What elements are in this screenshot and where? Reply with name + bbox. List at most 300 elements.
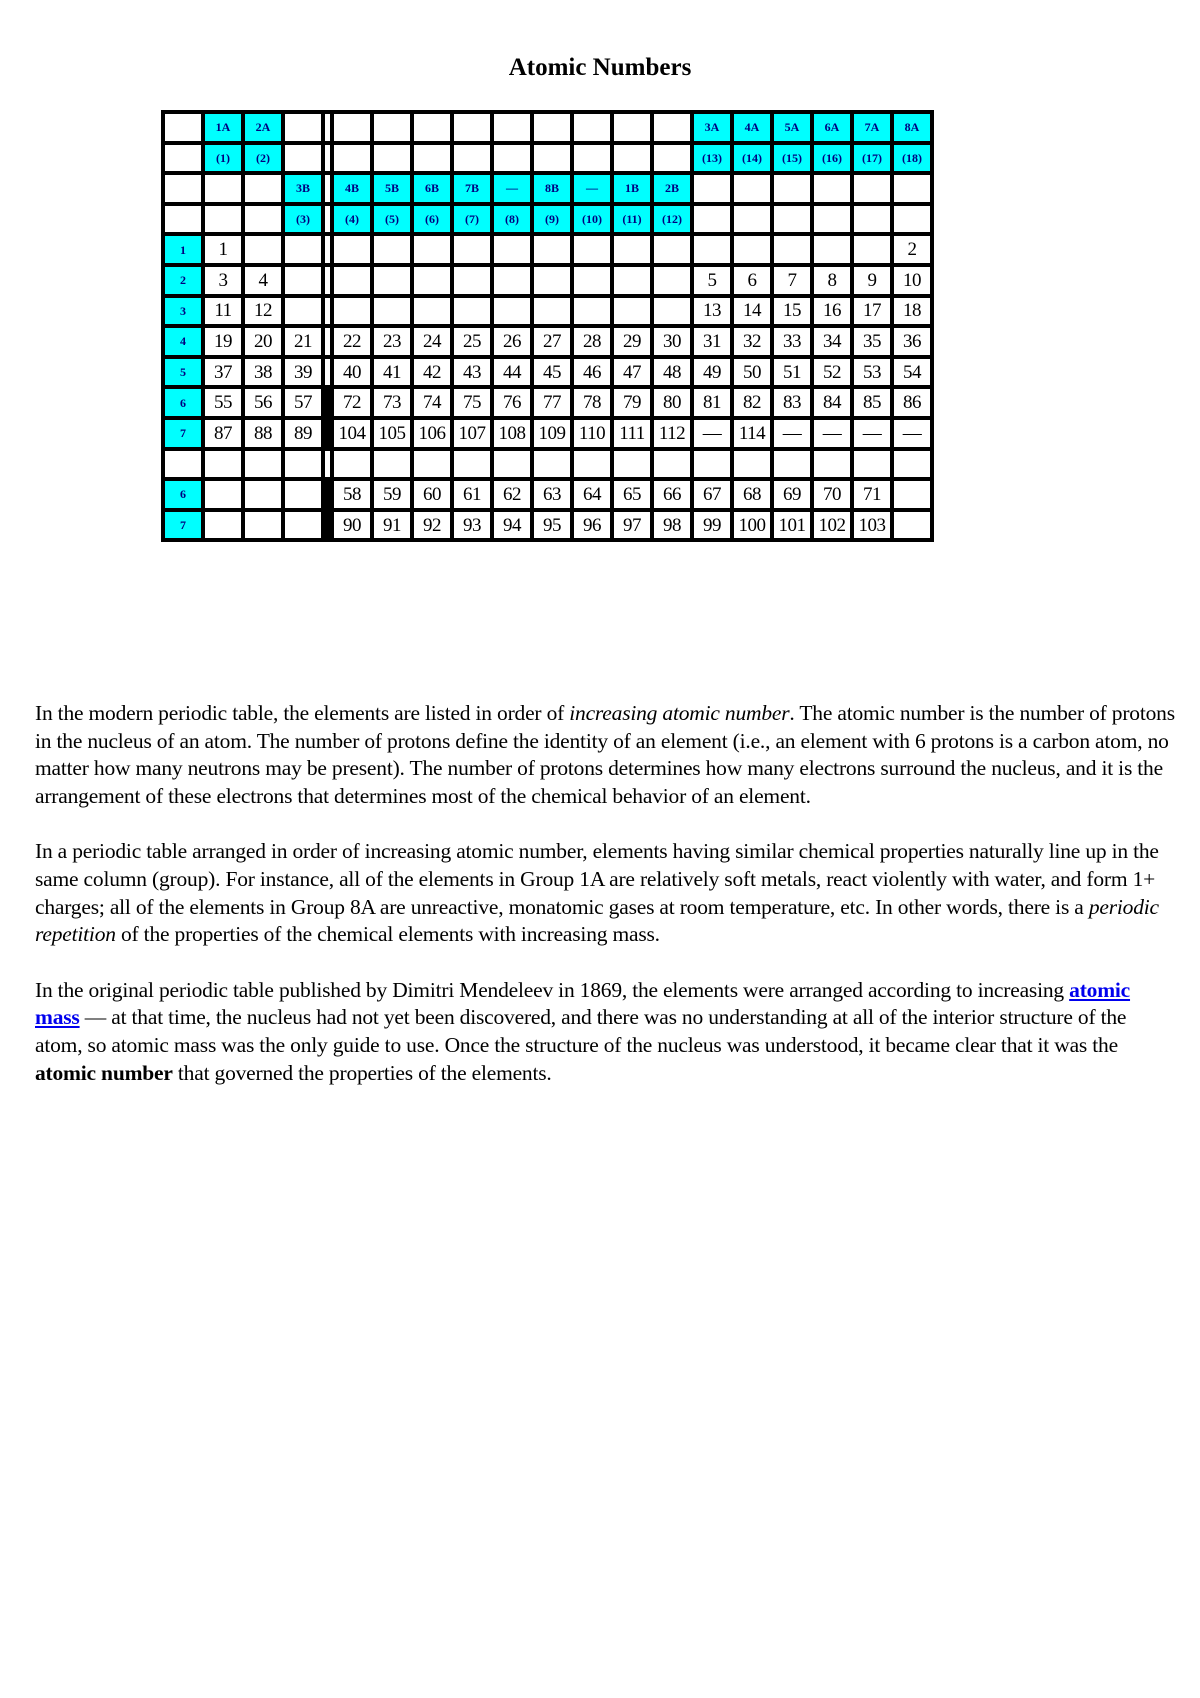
element-cell — [334, 267, 370, 294]
group-a-number-1: (2) — [245, 145, 281, 172]
element-cell — [454, 298, 490, 325]
element-cell: 3 — [205, 267, 241, 294]
element-cell: 31 — [694, 328, 730, 355]
empty-cell — [654, 145, 690, 172]
empty-cell — [734, 206, 770, 233]
element-cell: 42 — [414, 359, 450, 386]
group-b-number-9: (12) — [654, 206, 690, 233]
table-row — [165, 328, 930, 355]
element-cell: 63 — [534, 481, 570, 508]
element-cell: 18 — [894, 298, 930, 325]
empty-cell — [334, 145, 370, 172]
period-label: 1 — [165, 236, 201, 263]
element-cell: 89 — [285, 420, 321, 447]
paragraph-2 — [35, 838, 1175, 948]
group-b-number-2: (5) — [374, 206, 410, 233]
group-a-number-2: (13) — [694, 145, 730, 172]
empty-cell — [894, 206, 930, 233]
element-cell — [334, 236, 370, 263]
empty-cell — [814, 175, 850, 202]
element-cell: 10 — [894, 267, 930, 294]
empty-cell — [414, 145, 450, 172]
element-cell: 36 — [894, 328, 930, 355]
element-cell: 103 — [854, 512, 890, 539]
group-a-number-0: (1) — [205, 145, 241, 172]
empty-cell — [454, 114, 490, 141]
element-cell: 93 — [454, 512, 490, 539]
empty-cell — [414, 114, 450, 141]
element-cell: 7 — [774, 267, 810, 294]
element-cell: 4 — [245, 267, 281, 294]
group-a-name-0: 1A — [205, 114, 241, 141]
element-cell: 26 — [494, 328, 530, 355]
element-cell: 45 — [534, 359, 570, 386]
element-cell: 104 — [334, 420, 370, 447]
empty-cell — [494, 451, 530, 478]
element-cell: 11 — [205, 298, 241, 325]
element-cell — [694, 236, 730, 263]
element-cell: 40 — [334, 359, 370, 386]
period-label: 2 — [165, 267, 201, 294]
element-cell: 69 — [774, 481, 810, 508]
element-cell: 81 — [694, 389, 730, 416]
element-cell — [814, 236, 850, 263]
empty-cell — [245, 206, 281, 233]
empty-cell — [894, 451, 930, 478]
element-cell: 35 — [854, 328, 890, 355]
empty-cell — [654, 114, 690, 141]
element-cell — [494, 236, 530, 263]
empty-cell — [205, 175, 241, 202]
element-cell: 67 — [694, 481, 730, 508]
table-row — [165, 206, 930, 233]
element-cell — [614, 267, 650, 294]
element-cell: 68 — [734, 481, 770, 508]
empty-cell — [534, 114, 570, 141]
element-cell: 98 — [654, 512, 690, 539]
column-gap — [325, 481, 330, 508]
element-cell: 39 — [285, 359, 321, 386]
element-cell: 38 — [245, 359, 281, 386]
p1-text-1: In the modern periodic table, the elements are listed in order of — [35, 701, 570, 725]
empty-cell — [245, 175, 281, 202]
empty-cell — [165, 451, 201, 478]
element-cell — [654, 267, 690, 294]
element-cell: 109 — [534, 420, 570, 447]
column-gap — [325, 267, 330, 294]
element-cell: 5 — [694, 267, 730, 294]
group-b-number-1: (4) — [334, 206, 370, 233]
element-cell: 44 — [494, 359, 530, 386]
element-cell: 72 — [334, 389, 370, 416]
element-cell: 86 — [894, 389, 930, 416]
element-cell: 97 — [614, 512, 650, 539]
element-cell — [374, 267, 410, 294]
empty-cell — [285, 114, 321, 141]
p1-emphasis: increasing atomic number — [569, 701, 790, 725]
empty-cell — [694, 451, 730, 478]
element-cell: 30 — [654, 328, 690, 355]
paragraph-1 — [35, 700, 1175, 810]
element-cell: 22 — [334, 328, 370, 355]
column-gap — [325, 114, 330, 141]
empty-cell — [205, 206, 241, 233]
group-b-name-2: 5B — [374, 175, 410, 202]
element-cell: 85 — [854, 389, 890, 416]
element-cell: 34 — [814, 328, 850, 355]
table-row — [165, 389, 930, 416]
element-cell: 100 — [734, 512, 770, 539]
group-b-name-3: 6B — [414, 175, 450, 202]
element-cell: 50 — [734, 359, 770, 386]
empty-cell — [454, 145, 490, 172]
element-cell: 101 — [774, 512, 810, 539]
element-cell — [574, 267, 610, 294]
element-cell: 9 — [854, 267, 890, 294]
group-a-number-7: (18) — [894, 145, 930, 172]
element-cell: 21 — [285, 328, 321, 355]
empty-cell — [245, 512, 281, 539]
empty-cell — [574, 114, 610, 141]
element-cell: — — [814, 420, 850, 447]
element-cell: 33 — [774, 328, 810, 355]
group-b-name-1: 4B — [334, 175, 370, 202]
element-cell: 52 — [814, 359, 850, 386]
element-cell: — — [694, 420, 730, 447]
element-cell: 59 — [374, 481, 410, 508]
empty-cell — [534, 145, 570, 172]
table-row — [165, 359, 930, 386]
element-cell: 14 — [734, 298, 770, 325]
element-cell: 105 — [374, 420, 410, 447]
empty-cell — [854, 206, 890, 233]
element-cell — [574, 236, 610, 263]
element-cell: 94 — [494, 512, 530, 539]
empty-cell — [654, 451, 690, 478]
table-row — [165, 175, 930, 202]
element-cell: 74 — [414, 389, 450, 416]
empty-cell — [334, 451, 370, 478]
element-cell: 15 — [774, 298, 810, 325]
element-cell: 76 — [494, 389, 530, 416]
empty-cell — [894, 512, 930, 539]
period-label: 4 — [165, 328, 201, 355]
element-cell: 75 — [454, 389, 490, 416]
element-cell: 48 — [654, 359, 690, 386]
group-b-name-6: 8B — [534, 175, 570, 202]
group-a-name-6: 7A — [854, 114, 890, 141]
element-cell: 24 — [414, 328, 450, 355]
group-a-name-5: 6A — [814, 114, 850, 141]
element-cell — [734, 236, 770, 263]
element-cell — [654, 298, 690, 325]
element-cell: 1 — [205, 236, 241, 263]
empty-cell — [614, 451, 650, 478]
element-cell: — — [854, 420, 890, 447]
period-label: 3 — [165, 298, 201, 325]
element-cell: 65 — [614, 481, 650, 508]
empty-cell — [614, 114, 650, 141]
table-row — [165, 236, 930, 263]
empty-cell — [614, 145, 650, 172]
empty-cell — [774, 175, 810, 202]
empty-cell — [694, 206, 730, 233]
empty-cell — [205, 512, 241, 539]
element-cell: 107 — [454, 420, 490, 447]
table-row — [165, 451, 930, 478]
corner-cell — [165, 145, 201, 172]
column-gap — [325, 145, 330, 172]
p3-text-1: In the original periodic table published by Dimitri Mendeleev in 1869, the elements were arranged according to increasing — [35, 977, 1070, 1002]
element-cell: 2 — [894, 236, 930, 263]
element-cell — [374, 298, 410, 325]
group-a-name-2: 3A — [694, 114, 730, 141]
element-cell: 37 — [205, 359, 241, 386]
group-a-name-7: 8A — [894, 114, 930, 141]
group-a-name-4: 5A — [774, 114, 810, 141]
element-cell — [454, 236, 490, 263]
element-cell: 71 — [854, 481, 890, 508]
element-cell — [614, 298, 650, 325]
element-cell: 27 — [534, 328, 570, 355]
empty-cell — [734, 451, 770, 478]
element-cell — [534, 267, 570, 294]
element-cell: 111 — [614, 420, 650, 447]
empty-cell — [374, 451, 410, 478]
column-gap — [325, 359, 330, 386]
element-cell: 55 — [205, 389, 241, 416]
element-cell: 58 — [334, 481, 370, 508]
element-cell — [285, 267, 321, 294]
element-cell: 41 — [374, 359, 410, 386]
empty-cell — [205, 451, 241, 478]
element-cell: 8 — [814, 267, 850, 294]
empty-cell — [285, 451, 321, 478]
element-cell: 43 — [454, 359, 490, 386]
table-row — [165, 512, 930, 539]
group-a-number-6: (17) — [854, 145, 890, 172]
element-cell: 25 — [454, 328, 490, 355]
element-cell: 80 — [654, 389, 690, 416]
table-row — [165, 114, 930, 141]
table-row — [165, 298, 930, 325]
corner-cell — [165, 206, 201, 233]
element-cell: 46 — [574, 359, 610, 386]
element-cell: 88 — [245, 420, 281, 447]
element-cell: 96 — [574, 512, 610, 539]
group-a-name-1: 2A — [245, 114, 281, 141]
element-cell: 47 — [614, 359, 650, 386]
p2-text-1: In a periodic table arranged in order of increasing atomic number, elements having similar chemical properties naturally line up in the same column (group). For instance, all of the elements in Group 1A are relatively soft metals, react violently with water, and form 1+ charges; all of the elements in Group 8A are unreactive, monatomic gases at room temperature, etc. In other words, there is a — [35, 839, 1159, 919]
empty-cell — [894, 175, 930, 202]
empty-cell — [854, 175, 890, 202]
element-cell — [654, 236, 690, 263]
group-b-number-8: (11) — [614, 206, 650, 233]
period-label: 7 — [165, 512, 201, 539]
element-cell: 66 — [654, 481, 690, 508]
group-b-number-7: (10) — [574, 206, 610, 233]
element-cell: 6 — [734, 267, 770, 294]
corner-cell — [165, 175, 201, 202]
element-cell: 79 — [614, 389, 650, 416]
element-cell: 56 — [245, 389, 281, 416]
element-cell: 29 — [614, 328, 650, 355]
element-cell: 92 — [414, 512, 450, 539]
empty-cell — [334, 114, 370, 141]
element-cell — [534, 236, 570, 263]
empty-cell — [245, 481, 281, 508]
element-cell: 60 — [414, 481, 450, 508]
empty-cell — [494, 145, 530, 172]
element-cell — [285, 236, 321, 263]
element-cell: 90 — [334, 512, 370, 539]
element-cell — [534, 298, 570, 325]
element-cell: 73 — [374, 389, 410, 416]
element-cell: 20 — [245, 328, 281, 355]
element-cell: 106 — [414, 420, 450, 447]
empty-cell — [494, 114, 530, 141]
element-cell: 61 — [454, 481, 490, 508]
element-cell: 62 — [494, 481, 530, 508]
empty-cell — [374, 145, 410, 172]
element-cell: 102 — [814, 512, 850, 539]
empty-cell — [414, 451, 450, 478]
group-b-name-4: 7B — [454, 175, 490, 202]
empty-cell — [285, 512, 321, 539]
empty-cell — [774, 451, 810, 478]
group-b-number-4: (7) — [454, 206, 490, 233]
group-b-number-3: (6) — [414, 206, 450, 233]
element-cell: — — [774, 420, 810, 447]
element-cell — [494, 298, 530, 325]
p2-text-2: of the properties of the chemical elements with increasing mass. — [115, 922, 660, 947]
element-cell — [454, 267, 490, 294]
corner-cell — [165, 114, 201, 141]
element-cell — [574, 298, 610, 325]
column-gap — [325, 206, 330, 233]
column-gap — [325, 451, 330, 478]
empty-cell — [534, 451, 570, 478]
paragraph-3 — [35, 977, 1175, 1087]
period-label: 6 — [165, 389, 201, 416]
element-cell: 51 — [774, 359, 810, 386]
element-cell: 16 — [814, 298, 850, 325]
empty-cell — [774, 206, 810, 233]
element-cell: 64 — [574, 481, 610, 508]
element-cell: 84 — [814, 389, 850, 416]
empty-cell — [854, 451, 890, 478]
column-gap — [325, 328, 330, 355]
group-a-number-4: (15) — [774, 145, 810, 172]
element-cell: 77 — [534, 389, 570, 416]
element-cell: 17 — [854, 298, 890, 325]
periodic-table — [161, 110, 934, 542]
element-cell: 110 — [574, 420, 610, 447]
group-a-number-3: (14) — [734, 145, 770, 172]
column-gap — [325, 236, 330, 263]
element-cell: 82 — [734, 389, 770, 416]
empty-cell — [374, 114, 410, 141]
element-cell — [245, 236, 281, 263]
element-cell: 87 — [205, 420, 241, 447]
group-b-name-9: 2B — [654, 175, 690, 202]
group-b-name-0: 3B — [285, 175, 321, 202]
element-cell: 99 — [694, 512, 730, 539]
element-cell: 95 — [534, 512, 570, 539]
element-cell: 32 — [734, 328, 770, 355]
empty-cell — [574, 451, 610, 478]
empty-cell — [814, 451, 850, 478]
element-cell: 28 — [574, 328, 610, 355]
empty-cell — [454, 451, 490, 478]
element-cell — [414, 236, 450, 263]
group-a-number-5: (16) — [814, 145, 850, 172]
element-cell: 53 — [854, 359, 890, 386]
period-label: 7 — [165, 420, 201, 447]
group-b-name-5: — — [494, 175, 530, 202]
table-row — [165, 267, 930, 294]
atomic-mass-link[interactable]: atomic mass — [35, 977, 1131, 1030]
empty-cell — [285, 481, 321, 508]
element-cell: 54 — [894, 359, 930, 386]
element-cell — [494, 267, 530, 294]
table-row — [165, 420, 930, 447]
element-cell — [614, 236, 650, 263]
column-gap — [325, 420, 330, 447]
empty-cell — [894, 481, 930, 508]
column-gap — [325, 389, 330, 416]
element-cell: 57 — [285, 389, 321, 416]
element-cell: 91 — [374, 512, 410, 539]
empty-cell — [814, 206, 850, 233]
p3-text-2: — at that time, the nucleus had not yet been discovered, and there was no understanding at all of the interior structure of the atom, so atomic mass was the only guide to use. Once the structure of the nucleus was understood, it became clear that it was the — [35, 1005, 1127, 1057]
element-cell: 112 — [654, 420, 690, 447]
element-cell — [774, 236, 810, 263]
empty-cell — [574, 145, 610, 172]
element-cell: 13 — [694, 298, 730, 325]
element-cell — [285, 298, 321, 325]
element-cell — [414, 298, 450, 325]
group-a-name-3: 4A — [734, 114, 770, 141]
element-cell — [414, 267, 450, 294]
empty-cell — [285, 145, 321, 172]
group-b-name-7: — — [574, 175, 610, 202]
group-b-name-8: 1B — [614, 175, 650, 202]
table-row — [165, 145, 930, 172]
column-gap — [325, 298, 330, 325]
empty-cell — [205, 481, 241, 508]
element-cell: 23 — [374, 328, 410, 355]
empty-cell — [245, 451, 281, 478]
element-cell: 49 — [694, 359, 730, 386]
element-cell: 19 — [205, 328, 241, 355]
body-text — [35, 700, 1175, 1115]
element-cell: 108 — [494, 420, 530, 447]
column-gap — [325, 175, 330, 202]
group-b-number-5: (8) — [494, 206, 530, 233]
element-cell — [854, 236, 890, 263]
page-title: Atomic Numbers — [508, 54, 692, 81]
element-cell — [374, 236, 410, 263]
element-cell — [334, 298, 370, 325]
group-b-number-0: (3) — [285, 206, 321, 233]
period-label: 5 — [165, 359, 201, 386]
element-cell: 12 — [245, 298, 281, 325]
group-b-number-6: (9) — [534, 206, 570, 233]
table-row — [165, 481, 930, 508]
element-cell: 114 — [734, 420, 770, 447]
p3-text-3: that governed the properties of the elements. — [172, 1060, 552, 1085]
